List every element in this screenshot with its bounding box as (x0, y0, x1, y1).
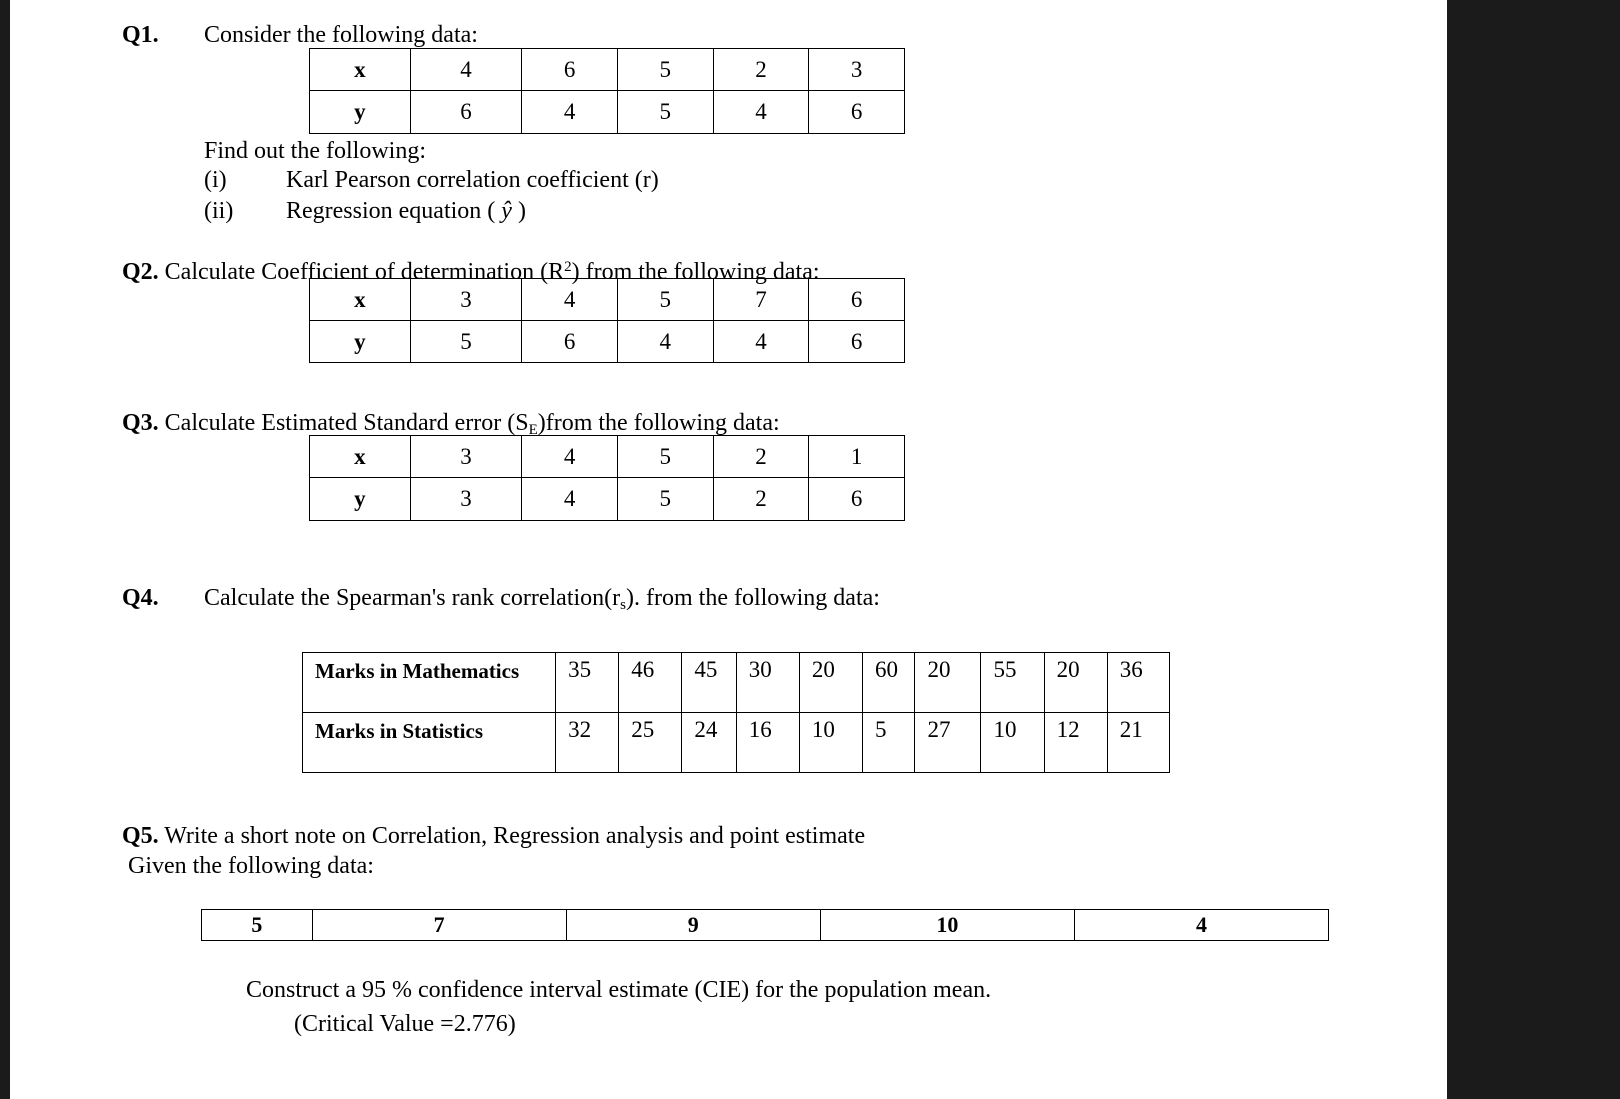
q1-y-cell: 4 (522, 91, 618, 134)
q4-math-cell: 60 (862, 653, 914, 713)
q3-x-cell: 5 (617, 436, 713, 478)
q4-row-label: Marks in Mathematics (303, 653, 556, 713)
q1-x-label: x (310, 49, 411, 91)
q4-stats-cell: 32 (556, 713, 619, 773)
q3-x-label: x (310, 436, 411, 478)
q1-x-cell: 6 (522, 49, 618, 91)
q1-y-cell: 5 (617, 91, 713, 134)
q5-data-table (201, 909, 1329, 941)
q2-prompt-after: ) from the following data: (571, 259, 820, 285)
q4-stats-cell: 27 (915, 713, 981, 773)
q2-y-cell: 4 (617, 321, 713, 363)
q4-data-table (302, 652, 1170, 773)
q3-prompt-after: )from the following data: (537, 410, 780, 436)
q4-prompt (204, 584, 880, 619)
q4-stats-cell: 5 (862, 713, 914, 773)
q4-prompt-after: ). from the following data: (626, 585, 880, 611)
q3-subscript: E (528, 422, 538, 438)
q5-prompt (122, 822, 865, 850)
q1-item-number: (i) (204, 167, 227, 193)
q4-math-cell: 20 (1044, 653, 1107, 713)
q5-number: Q5. (122, 823, 159, 849)
q1-y-cell: 4 (713, 91, 809, 134)
q1-y-cell: 6 (410, 91, 522, 134)
q5-given-text: Given the following data: (128, 853, 374, 879)
q1-find-text: Find out the following: (204, 138, 426, 164)
q1-x-cell: 3 (809, 49, 905, 91)
q3-data-table (309, 435, 905, 521)
q3-x-cell: 1 (809, 436, 905, 478)
q2-number: Q2. (122, 259, 159, 285)
q5-value-cell: 9 (566, 910, 820, 941)
q2-x-cell: 7 (713, 279, 809, 321)
y-hat-symbol: ŷ (501, 198, 512, 224)
q1-x-cell: 2 (713, 49, 809, 91)
q2-prompt-before: Calculate Coefficient of determination (R (158, 259, 565, 285)
q3-x-cell: 4 (522, 436, 618, 478)
q1-data-table (309, 48, 905, 134)
q3-y-cell: 3 (410, 478, 522, 521)
q4-stats-cell: 16 (736, 713, 799, 773)
q4-math-cell: 55 (981, 653, 1044, 713)
q4-row-label: Marks in Statistics (303, 713, 556, 773)
q4-math-cell: 45 (682, 653, 736, 713)
q4-stats-cell: 25 (619, 713, 682, 773)
q1-item-text-suffix: ) (511, 198, 526, 224)
q3-y-label: y (310, 478, 411, 521)
q1-y-label: y (310, 91, 411, 134)
q3-y-cell: 2 (713, 478, 809, 521)
q3-y-cell: 6 (809, 478, 905, 521)
q4-math-cell: 35 (556, 653, 619, 713)
q1-y-cell: 6 (809, 91, 905, 134)
q4-subscript: s (620, 597, 626, 613)
q2-x-cell: 3 (410, 279, 522, 321)
q1-x-cell: 4 (410, 49, 522, 91)
q2-y-cell: 5 (410, 321, 522, 363)
q5-value-cell: 7 (312, 910, 566, 941)
q4-stats-cell: 21 (1107, 713, 1169, 773)
q5-construct-text: Construct a 95 % confidence interval estimate (CIE) for the population mean. (246, 977, 992, 1003)
q4-number: Q4. (122, 585, 159, 611)
q1-item-number: (ii) (204, 198, 234, 224)
q4-prompt-before: Calculate the Spearman's rank correlation(r (204, 585, 621, 611)
viewer-frame-left (0, 0, 10, 1099)
q1-x-cell: 5 (617, 49, 713, 91)
q4-stats-cell: 10 (981, 713, 1044, 773)
q2-superscript: 2 (564, 259, 572, 275)
q3-number: Q3. (122, 410, 159, 436)
q5-critical-value: (Critical Value =2.776) (294, 1011, 516, 1037)
q2-y-cell: 6 (809, 321, 905, 363)
q4-math-cell: 30 (736, 653, 799, 713)
q4-stats-cell: 12 (1044, 713, 1107, 773)
q2-x-cell: 5 (617, 279, 713, 321)
q4-math-cell: 20 (915, 653, 981, 713)
q2-y-cell: 4 (713, 321, 809, 363)
q1-number: Q1. (122, 22, 159, 48)
q1-item-text-prefix: Regression equation ( (286, 198, 502, 224)
q3-y-cell: 5 (617, 478, 713, 521)
q2-x-cell: 4 (522, 279, 618, 321)
q3-x-cell: 2 (713, 436, 809, 478)
q5-value-cell: 5 (202, 910, 313, 941)
q1-prompt: Consider the following data: (204, 22, 478, 48)
q1-item-text: Karl Pearson correlation coefficient (r) (286, 167, 659, 193)
q3-x-cell: 3 (410, 436, 522, 478)
q4-stats-cell: 24 (682, 713, 736, 773)
q2-data-table (309, 278, 905, 363)
q2-x-label: x (310, 279, 411, 321)
q3-prompt-before: Calculate Estimated Standard error (S (158, 410, 529, 436)
q2-y-label: y (310, 321, 411, 363)
q5-prompt-text: Write a short note on Correlation, Regression analysis and point estimate (158, 823, 866, 849)
q5-value-cell: 4 (1074, 910, 1328, 941)
q2-y-cell: 6 (522, 321, 618, 363)
q4-math-cell: 36 (1107, 653, 1169, 713)
q4-math-cell: 20 (799, 653, 862, 713)
q5-value-cell: 10 (820, 910, 1074, 941)
viewer-frame-right (1447, 0, 1620, 1099)
q4-math-cell: 46 (619, 653, 682, 713)
q1-item-text (286, 197, 526, 225)
q4-stats-cell: 10 (799, 713, 862, 773)
q2-x-cell: 6 (809, 279, 905, 321)
document-page (10, 0, 1447, 1099)
q3-y-cell: 4 (522, 478, 618, 521)
